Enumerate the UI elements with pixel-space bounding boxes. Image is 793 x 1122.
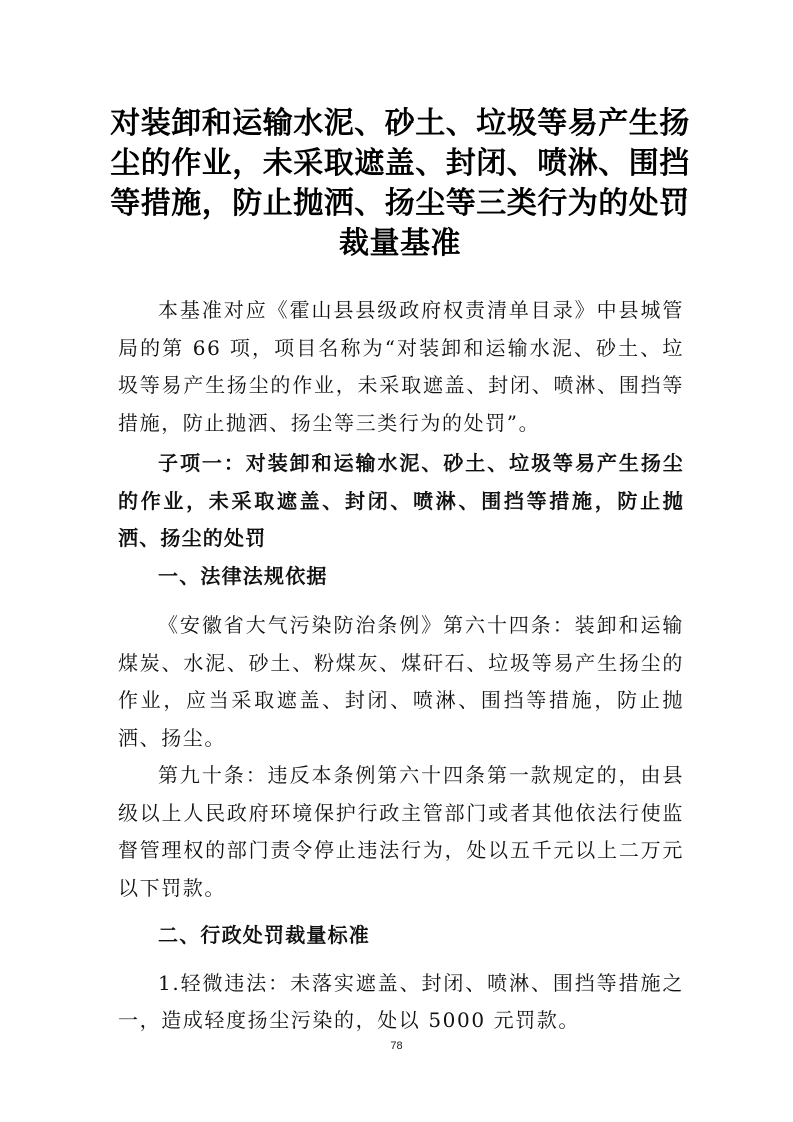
intro-paragraph: 本基准对应《霍山县县级政府权责清单目录》中县城管局的第 66 项，项目名称为“对装卸和运输水泥、砂土、垃圾等易产生扬尘的作业，未采取遮盖、封闭、喷淋、围挡等措施，防止抛洒、扬尘等三类行为的处罚”。: [118, 298, 684, 435]
title-line: 等措施，防止抛洒、扬尘等三类行为的处罚: [110, 186, 690, 221]
section-heading-legal-basis: 一、法律法规依据: [158, 563, 328, 588]
law-article-64-paragraph: 《安徽省大气污染防治条例》第六十四条：装卸和运输煤炭、水泥、砂土、粉煤灰、煤矸石、垃圾等易产生扬尘的作业，应当采取遮盖、封闭、喷淋、围挡等措施，防止抛洒、扬尘。: [118, 613, 684, 750]
document-title: [110, 104, 690, 264]
standard-item-1-paragraph: 1.轻微违法：未落实遮盖、封闭、喷淋、围挡等措施之一，造成轻度扬尘污染的，处以 5000 元罚款。: [118, 970, 684, 1032]
sub-item-paragraph: 子项一：对装卸和运输水泥、砂土、垃圾等易产生扬尘的作业，未采取遮盖、封闭、喷淋、围挡等措施，防止抛洒、扬尘的处罚: [118, 451, 684, 550]
law-article-90-paragraph: 第九十条：违反本条例第六十四条第一款规定的，由县级以上人民政府环境保护行政主管部门或者其他依法行使监督管理权的部门责令停止违法行为，处以五千元以上二万元以下罚款。: [118, 763, 684, 900]
title-line: 尘的作业，未采取遮盖、封闭、喷淋、围挡: [110, 146, 690, 181]
title-line: 对装卸和运输水泥、砂土、垃圾等易产生扬: [110, 106, 690, 141]
section-heading-penalty-standard: 二、行政处罚裁量标准: [158, 923, 370, 947]
page-number: 78: [390, 1040, 403, 1052]
document-body: [118, 292, 684, 1040]
title-line: 裁量基准: [339, 226, 461, 261]
